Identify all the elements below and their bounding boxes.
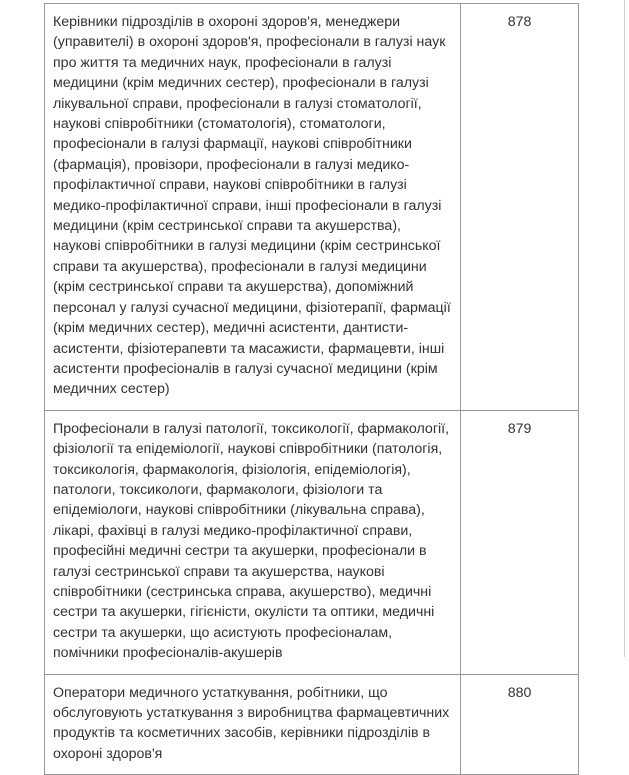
code-cell: 880	[461, 674, 579, 775]
page-edge-divider	[624, 0, 625, 657]
table-row	[45, 410, 579, 674]
code-cell: 879	[461, 410, 579, 674]
profession-description-cell: Оператори медичного устаткування, робітники, що обслуговують устаткування з виробництва фармацевтичних продуктів та косметичних засобів, керівники підрозділів в охороні здоров'я	[45, 674, 461, 775]
profession-description-cell: Керівники підрозділів в охороні здоров'я, менеджери (управителі) в охороні здоров'я, професіонали в галузі наук про життя та медичних наук, професіонали в галузі медицини (крім медичних сестер), професіонали в галузі лікувальної справи, професіонали в галузі стоматології, наукові співробітники (стоматологія), стоматологи, професіонали в галузі фармації, наукові співробітники (фармація), провізори, професіонали в галузі медико-профілактичної справи, наукові співробітники в галузі медико-профілактичної справи, інші професіонали в галузі медицини (крім сестринської справи та акушерства), наукові співробітники в галузі медицини (крім сестринської справи та акушерства), професіонали в галузі медицини (крім сестринської справи та акушерства), допоміжний персонал у галузі сучасної медицини, фізіотерапії, фармації (крім медичних сестер), медичні асистенти, дантисти-асистенти, фізіотерапевти та масажисти, фармацевти, інші асистенти професіоналів в галузі сучасної медицини (крім медичних сестер)	[45, 4, 461, 411]
profession-description-cell: Професіонали в галузі патології, токсикології, фармакології, фізіології та епідеміології, наукові співробітники (патологія, токсикологія, фармакологія, фізіологія, епідеміологія), патологи, токсикологи, фармакологи, фізіологи та епідеміологи, наукові співробітники (лікувальна справа), лікарі, фахівці в галузі медико-профілактичної справи, професійні медичні сестри та акушерки, професіонали в галузі сестринської справи та акушерства, наукові співробітники (сестринська справа, акушерство), медичні сестри та акушерки, гігієністи, окулісти та оптики, медичні сестри та акушерки, що асистують професіоналам, помічники професіоналів-акушерів	[45, 410, 461, 674]
profession-codes-table	[44, 3, 579, 775]
code-cell: 878	[461, 4, 579, 411]
table-row	[45, 674, 579, 775]
table-row	[45, 4, 579, 411]
